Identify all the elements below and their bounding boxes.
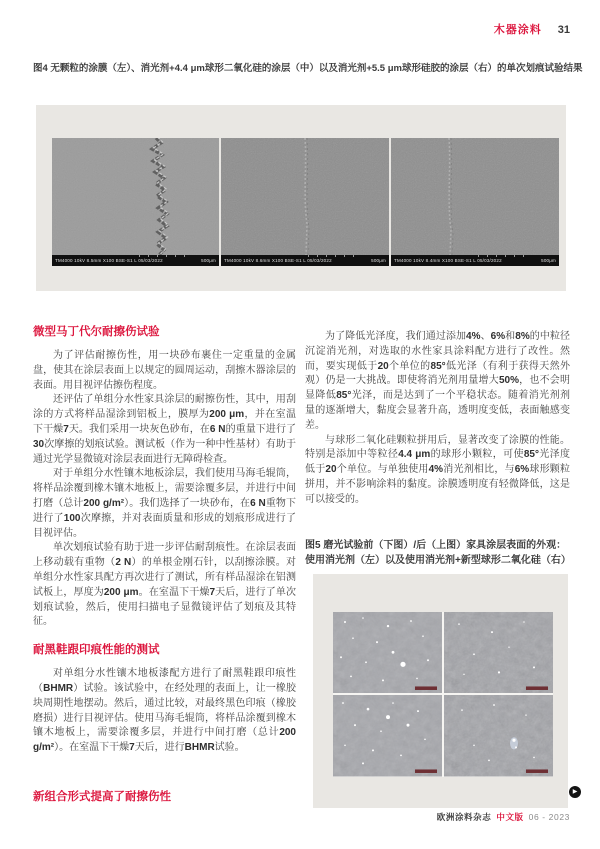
micrograph-top-left-matting-after xyxy=(333,612,442,694)
page-number: 31 xyxy=(557,24,570,36)
scale-ticks xyxy=(478,255,525,257)
scale-ticks xyxy=(139,255,185,257)
figure5-caption: 图5 磨光试验前（下图）/后（上图）家具涂层表面的外观：使用消光剂（左）以及使用消光剂+新型球形二氧化硅（右） xyxy=(305,539,571,566)
paragraph: 对单组分水性镶木地板漆配方进行了耐黑鞋跟印痕性（BHMR）试验。该试验中，在经处理的表面上，让一橡胶块周期性地摆动。然后，通过比较，对最终黑色印痕（橡胶磨损）进行目视评估。使用马海毛辊筒，将样品涂覆到橡木镶木地板上，需要涂覆多层，并进行中间打磨（总计200 g/m²）。在室温下干燥7天后，进行BHMR试验。 xyxy=(33,668,297,754)
sem-micrograph-silica-5um xyxy=(391,138,559,255)
sem-micrograph-no-particles xyxy=(52,138,219,255)
sem-image-row xyxy=(52,138,559,266)
sem-info-bar xyxy=(391,255,559,266)
figure4-panel xyxy=(36,105,566,291)
heading-new-combination: 新组合形式提高了耐擦伤性 xyxy=(33,790,171,803)
scale-ticks xyxy=(308,255,355,257)
page-footer xyxy=(437,811,570,823)
heading-bhmr-test: 耐黑鞋跟印痕性能的测试 xyxy=(33,644,160,657)
sem-image-middle xyxy=(221,138,389,266)
scale-bar xyxy=(415,686,437,690)
sem-scale-label: 500μm xyxy=(541,258,556,263)
figure4-caption: 图4 无颗粒的涂膜（左）、消光剂+4.4 μm球形二氧化硅的涂层（中）以及消光剂+5.5 μm球形硅胶的涂层（右）的单次划痕试验结果 xyxy=(33,63,583,74)
paragraph: 还评估了单组分水性家具涂层的耐擦伤性，其中，用刮涂的方式将样品湿涂到铝板上，膜厚为200 μm，并在室温下干燥7天。我们采用一块灰色砂布，在6 N的重量下进行了30次摩擦的划痕试验。测试板（作为一种中性基材）有助于通过光学显微镜对涂层表面进行无障碍检查。 xyxy=(33,394,297,465)
optical-micrograph xyxy=(333,612,442,694)
right-column xyxy=(305,325,570,808)
optical-micrograph xyxy=(444,612,553,694)
sem-micrograph-silica-4um xyxy=(221,138,389,255)
micrograph-top-right-silica-after xyxy=(444,612,553,694)
left-column xyxy=(33,325,296,804)
scale-bar xyxy=(415,770,437,774)
sem-image-right xyxy=(391,138,559,266)
sem-meta-text: TM4000 10kV 8.5mm X100 BSE-S1 L 05/03/2022 xyxy=(55,258,163,263)
optical-micrograph xyxy=(333,695,442,777)
issue-number: 06 - 2023 xyxy=(528,812,570,822)
micrograph-bottom-left-matting-before xyxy=(333,695,442,777)
sem-info-bar xyxy=(52,255,219,266)
continue-arrow-icon: ▶ xyxy=(569,786,581,798)
edition-label: 中文版 xyxy=(496,812,524,822)
section-label: 木器涂料 xyxy=(493,24,542,36)
scale-bar xyxy=(526,686,548,690)
micrograph-grid xyxy=(333,612,553,777)
paragraph: 为了降低光泽度，我们通过添加4%、6%和8%的中粒径沉淀消光剂，对选取的水性家具涂料配方进行了改性。然而，要实现低于20个单位的85°低光泽（有利于获得天然外观）仍是一大挑战。即使将消光剂用量增大50%，也不会明显降低85°光泽，而是达到了一个平稳状态。随着消光剂剂量的逐渐增大，黏度会显著升高，透明度变低，表面触感变差。 xyxy=(305,331,571,431)
sem-info-bar xyxy=(221,255,389,266)
optical-micrograph xyxy=(444,695,553,777)
paragraph: 与球形二氧化硅颗粒拼用后，显著改变了涂膜的性能。特别是添加中等粒径4.4 μm的球形小颗粒，可使85°光泽度低于20个单位。与单独使用4%消光剂相比，与6%球形颗粒拼用，并不影响涂料的黏度。涂膜透明度有轻微降低，这是可以接受的。 xyxy=(305,434,571,505)
sem-image-left xyxy=(52,138,219,266)
paragraph: 为了评估耐擦伤性，用一块砂布裹住一定重量的金属盘，使其在涂层表面上以规定的圆周运动，刮擦木器涂层的表面。用目视评估擦伤程度。 xyxy=(33,350,296,391)
sem-meta-text: TM4000 10kV 8.6mm X100 BSE-S1 L 05/03/2022 xyxy=(224,258,332,263)
paragraph: 单次划痕试验有助于进一步评估耐刮痕性。在涂层表面上移动载有重物（2 N）的单根金刚石针，以刮擦涂膜。对单组分水性家具配方再次进行了测试，所有样品湿涂在铝测试板上，厚度为200 μm。在室温下干燥7天后，进行了单次划痕试验，然后，使用扫描电子显微镜评估了划痕及其特征。 xyxy=(33,542,297,628)
micrograph-bottom-right-silica-before xyxy=(444,695,553,777)
sem-meta-text: TM4000 10kV 8.4mm X100 BSE-S1 L 05/03/2022 xyxy=(394,258,502,263)
sem-scale-label: 500μm xyxy=(371,258,386,263)
journal-name: 欧洲涂料杂志 xyxy=(436,812,492,822)
heading-micro-martindale-test: 微型马丁代尔耐擦伤试验 xyxy=(33,326,160,338)
page-header xyxy=(494,21,570,37)
paragraph: 对于单组分水性镶木地板涂层，我们使用马海毛辊筒，将样品涂覆到橡木镶木地板上，需要涂覆多层，并进行中间打磨（总计200 g/m²）。我们选择了一块砂布，在6 N重物下进行了100次摩擦，并对表面质量和形成的划痕形成进行了目视评估。 xyxy=(33,468,297,539)
scale-bar xyxy=(526,770,548,774)
figure5-panel xyxy=(313,574,568,808)
sem-scale-label: 500μm xyxy=(201,258,216,263)
